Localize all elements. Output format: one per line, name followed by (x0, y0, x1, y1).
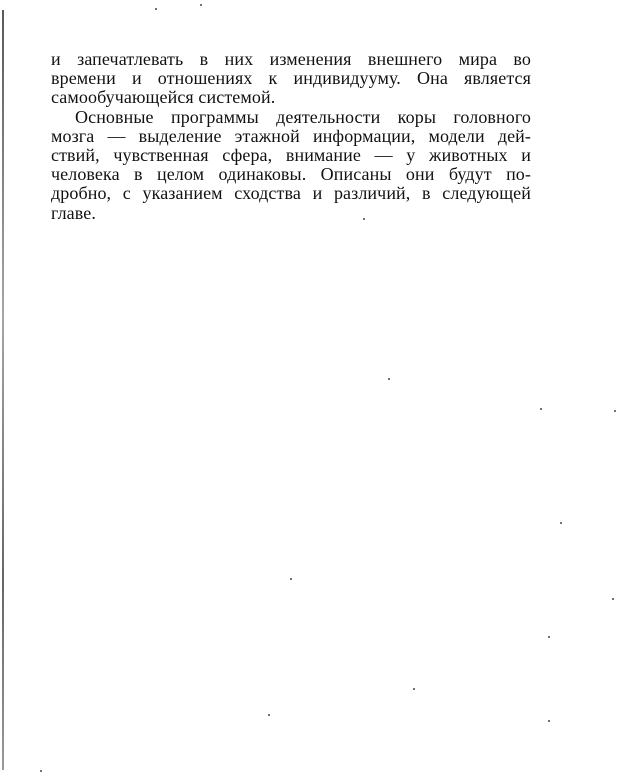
paragraph-1 (51, 50, 531, 108)
paragraph-2 (51, 108, 531, 223)
scan-speck (560, 522, 562, 524)
scan-speck (268, 714, 270, 716)
text-line: мозга — выделение этажной информации, модели дей- (51, 125, 531, 146)
scan-speck (612, 598, 614, 600)
scan-speck (388, 378, 390, 380)
text-line: времени и отношениях к индивидууму. Она является (51, 68, 531, 89)
text-line: самообучающейся системой. (51, 87, 276, 108)
scan-speck (290, 578, 292, 580)
page-binding-edge (2, 10, 4, 770)
scan-speck (614, 410, 616, 412)
scan-speck (200, 4, 202, 6)
scan-speck (155, 8, 157, 10)
text-line: и запечатлевать в них изменения внешнего мира во (51, 49, 531, 69)
text-line: дробно, с указанием сходства и различий, в следующей (51, 183, 531, 204)
text-line: ствий, чувственная сфера, внимание — у животных и (51, 145, 531, 166)
scan-speck (548, 636, 550, 638)
scan-speck (363, 218, 365, 220)
body-text (51, 50, 531, 223)
text-line: человека в целом одинаковы. Описаны они будут по- (51, 164, 531, 185)
text-line: главе. (51, 202, 96, 223)
scan-speck (548, 720, 550, 722)
scan-speck (40, 770, 42, 772)
text-line: Основные программы деятельности коры головного (75, 106, 531, 127)
scan-speck (540, 408, 542, 410)
scan-speck (413, 688, 415, 690)
